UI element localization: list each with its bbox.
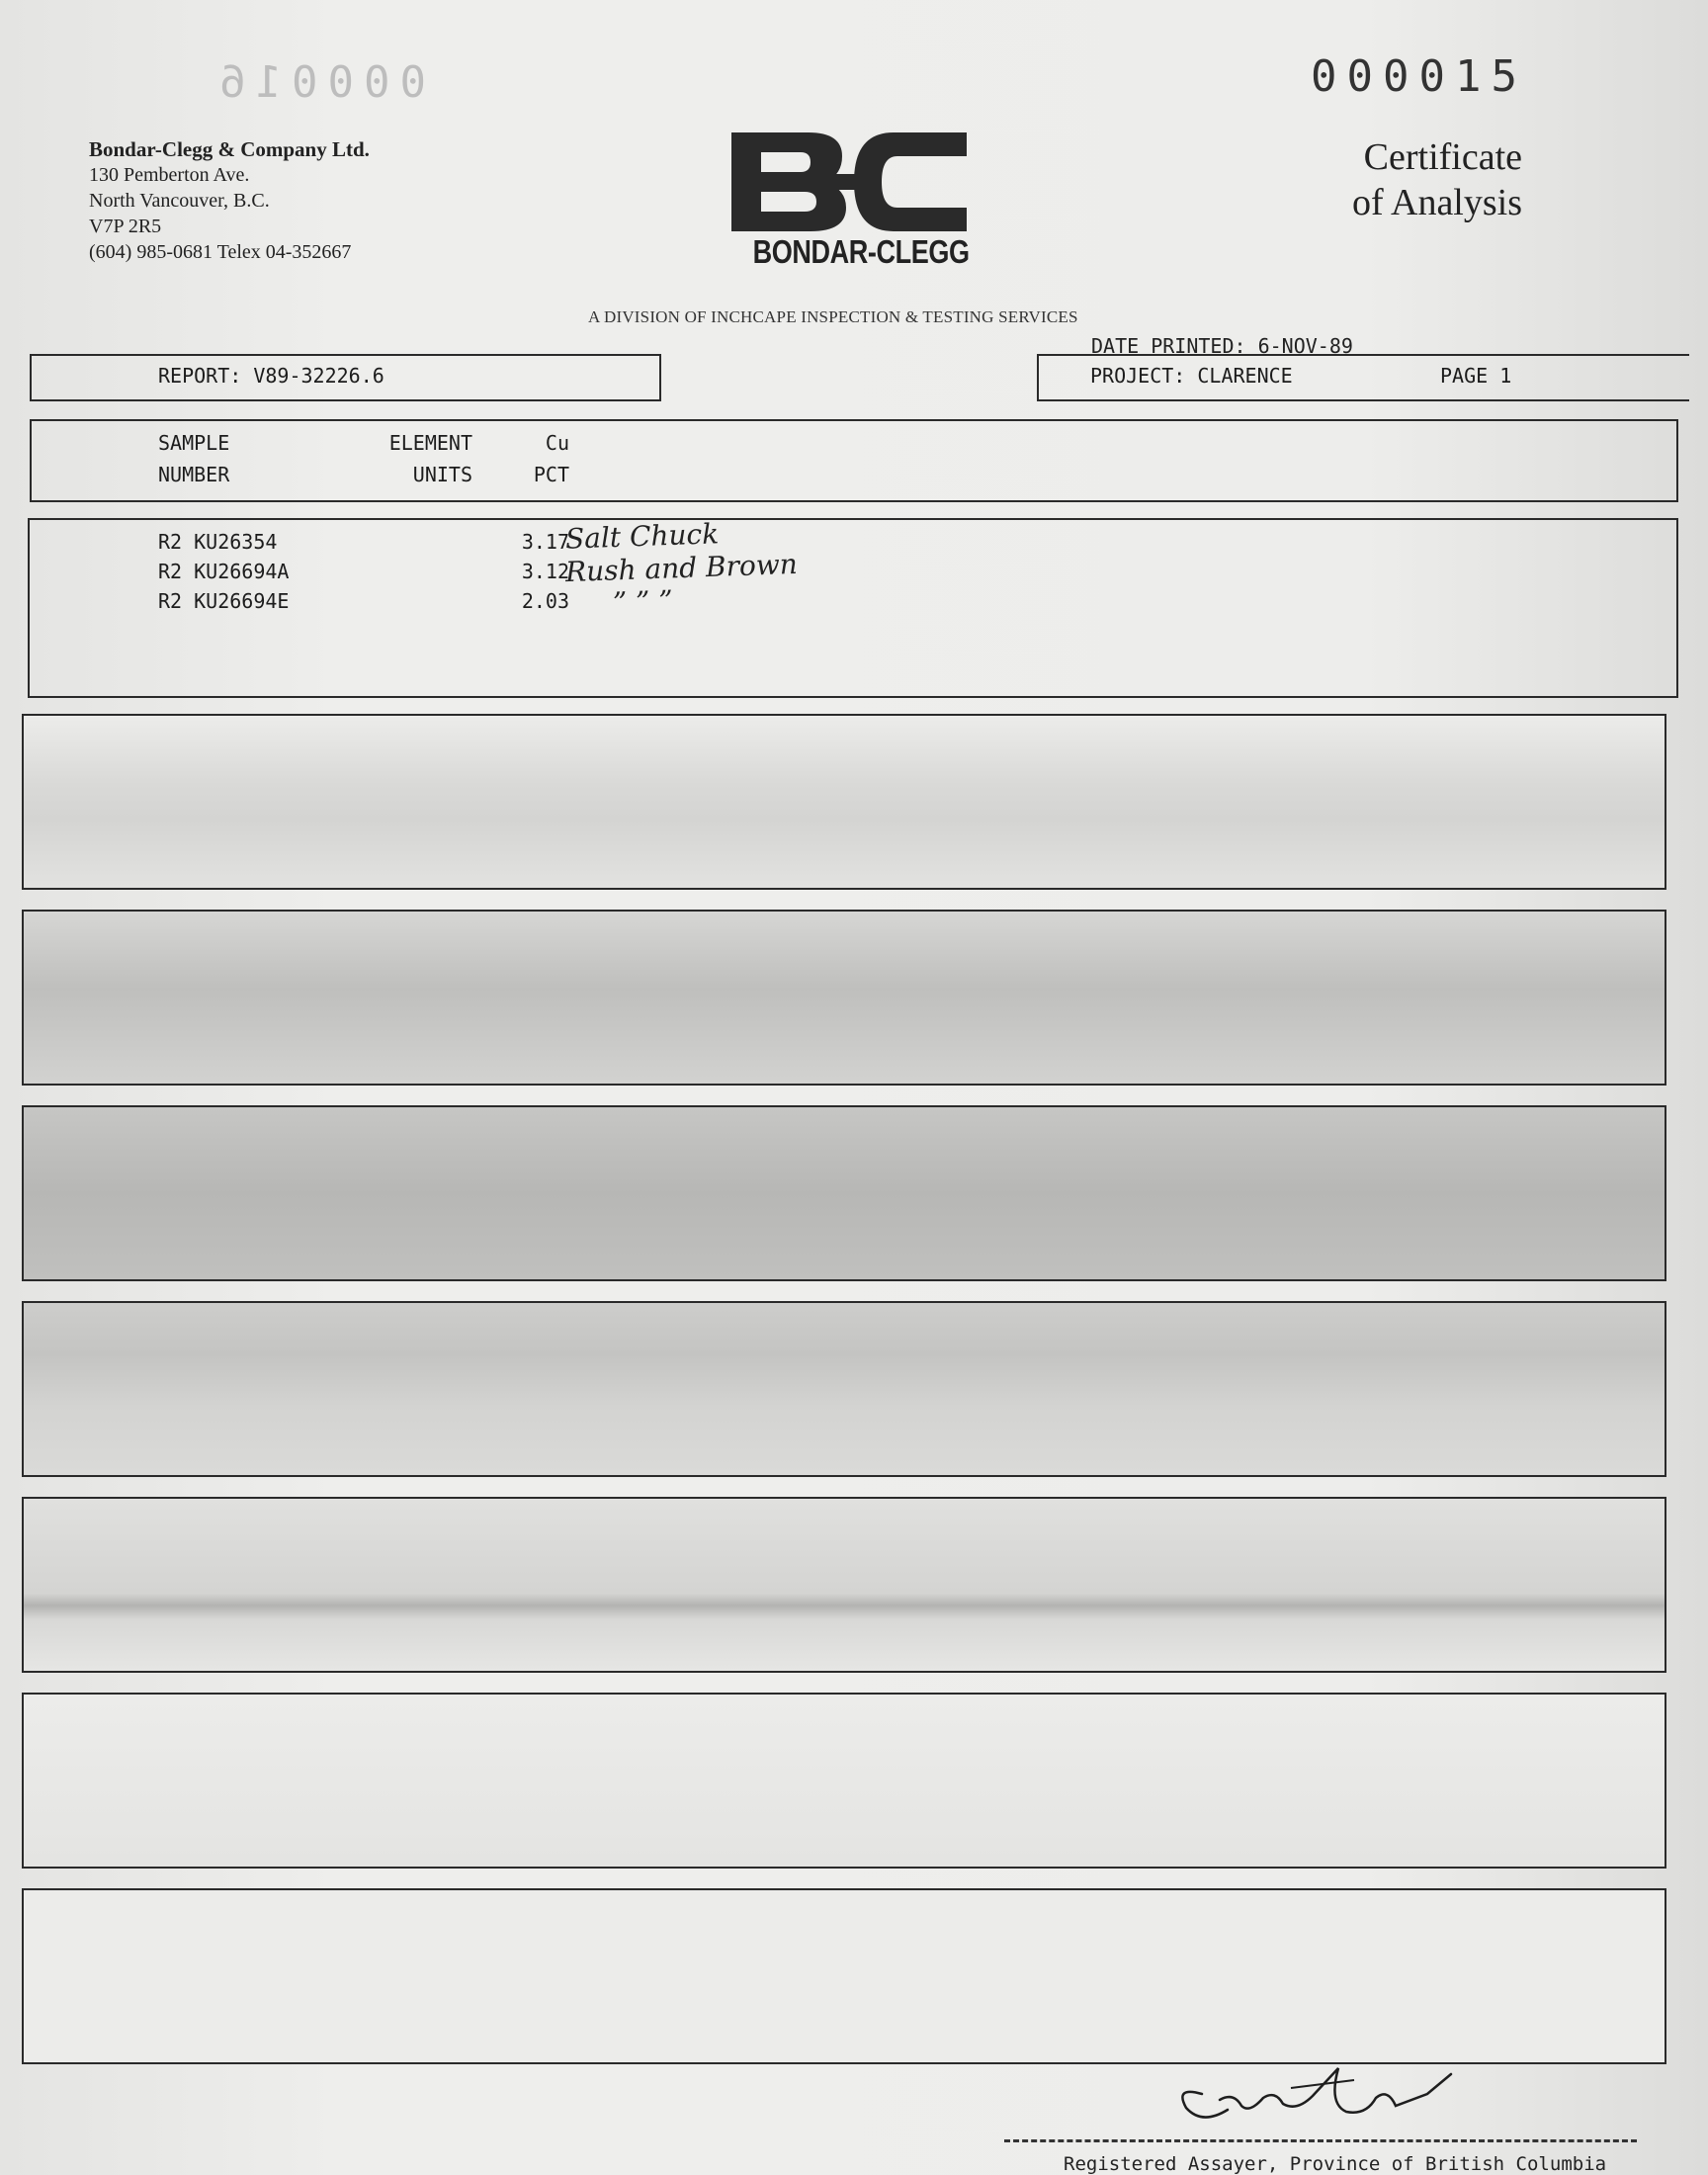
table-header: [30, 419, 1678, 502]
company-city: North Vancouver, B.C.: [89, 190, 270, 212]
bondar-clegg-logo: [731, 132, 969, 271]
header-pct-label: PCT: [533, 463, 569, 486]
row-2-cu: 3.12: [521, 560, 569, 583]
header-sample-label: SAMPLE: [158, 431, 230, 455]
row-3-cu: 2.03: [521, 589, 569, 613]
company-name: Bondar-Clegg & Company Ltd.: [89, 137, 370, 161]
row-1-sample: R2 KU26354: [158, 530, 278, 554]
date-printed: DATE PRINTED: 6-NOV-89: [1091, 334, 1353, 358]
division-tagline: A DIVISION OF INCHCAPE INSPECTION & TESTING SERVICES: [588, 307, 1078, 326]
row-2-sample: R2 KU26694A: [158, 560, 290, 583]
certificate-title-line1: Certificate: [1363, 136, 1522, 178]
row-2-handwritten-note: Rush and Brown: [564, 547, 799, 589]
certificate-title-line2: of Analysis: [1351, 182, 1522, 223]
page-number: PAGE 1: [1440, 364, 1512, 388]
logo-brand-text: BONDAR-CLEGG: [752, 233, 970, 270]
empty-panel-5: [22, 1497, 1666, 1673]
empty-panel-3: [22, 1105, 1666, 1281]
ghost-serial-number: 000016: [210, 57, 426, 108]
company-phone-telex: (604) 985-0681 Telex 04-352667: [89, 241, 352, 263]
row-1-handwritten-note: Salt Chuck: [564, 517, 720, 556]
bc-logo-mark-icon: [731, 132, 969, 231]
project-name: PROJECT: CLARENCE: [1090, 364, 1293, 388]
empty-panel-6: [22, 1693, 1666, 1869]
empty-panel-4: [22, 1301, 1666, 1477]
signature-line: [1004, 2139, 1637, 2142]
certificate-title: [1324, 134, 1522, 225]
company-address-block: [89, 136, 370, 265]
report-box: [30, 354, 661, 401]
row-3-sample: R2 KU26694E: [158, 589, 290, 613]
empty-panel-2: [22, 910, 1666, 1086]
header-element-label: ELEMENT: [388, 431, 472, 455]
registered-assayer-caption: Registered Assayer, Province of British Columbia: [1064, 2153, 1607, 2175]
results-table: [28, 518, 1678, 698]
header-sample-column: [158, 427, 229, 490]
row-1-cu: 3.17: [521, 530, 569, 554]
header-cu-column: [498, 427, 569, 490]
company-street: 130 Pemberton Ave.: [89, 164, 250, 186]
header-element-column: [356, 427, 472, 490]
header-number-label: NUMBER: [158, 463, 230, 486]
empty-panel-7: [22, 1888, 1666, 2064]
serial-number: 000015: [1311, 51, 1527, 102]
company-postal-code: V7P 2R5: [89, 216, 162, 237]
assayer-signature-icon: [1172, 2054, 1489, 2133]
row-3-handwritten-ditto: ” ” ”: [612, 583, 674, 620]
header-units-label: UNITS: [412, 463, 472, 486]
empty-panel-1: [22, 714, 1666, 890]
project-box: [1037, 354, 1689, 401]
header-cu-label: Cu: [545, 431, 569, 455]
report-number: REPORT: V89-32226.6: [158, 364, 384, 388]
